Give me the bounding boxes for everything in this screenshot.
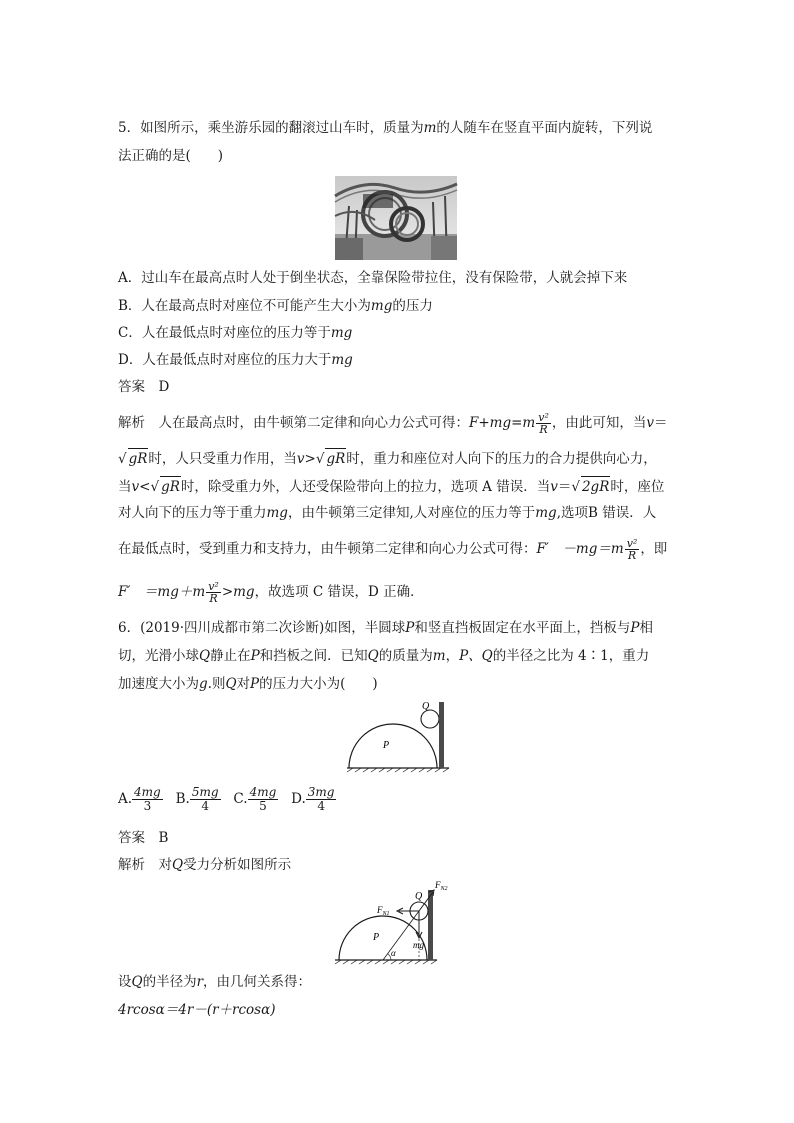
text: 解析 对 xyxy=(118,857,172,873)
text: 时，人只受重力作用，当 xyxy=(148,451,297,467)
q5-stem-line1 xyxy=(118,118,652,138)
q5-analysis-line4 xyxy=(118,503,656,523)
frac-den: R xyxy=(539,423,548,436)
var-r: r xyxy=(196,974,204,990)
text: 在最低点时，受到重力和支持力，由牛顿第二定律和向心力公式可得： xyxy=(118,541,537,557)
text: A．过山车在最高点时人处于倒坐状态，全靠保险带拉住，没有保险带，人就会掉下来 xyxy=(118,270,628,286)
var-Q: Q xyxy=(172,857,184,873)
frac-num: 3mg xyxy=(307,785,335,799)
label-alpha: α xyxy=(391,948,396,958)
text: 相 xyxy=(639,620,653,636)
frac-num: 4mg xyxy=(134,785,161,799)
frac-den: 4 xyxy=(317,799,325,813)
var-mg: mg xyxy=(266,505,288,521)
q6-stem-line3 xyxy=(118,674,378,694)
frac-den: 3 xyxy=(143,799,152,813)
equation: F+mg=m xyxy=(469,415,536,431)
option-letter: D. xyxy=(291,791,306,807)
frac-den: 5 xyxy=(259,799,267,813)
text: 答案 B xyxy=(118,830,169,846)
text: 加速度大小为 xyxy=(118,676,199,692)
label-F: F xyxy=(435,880,441,890)
frac-num: v² xyxy=(208,580,219,593)
var-mg: mg xyxy=(330,325,353,341)
var-v: v< xyxy=(131,479,151,495)
frac-den: R xyxy=(627,549,637,562)
var-g: g xyxy=(199,676,208,692)
label-P: P xyxy=(383,740,390,751)
text: 的压力 xyxy=(392,298,433,314)
sqrt-2gR: 2gR xyxy=(581,476,610,497)
q5-option-c xyxy=(118,323,352,343)
equation: F′ ＝mg＋m xyxy=(118,584,206,600)
var-v: v xyxy=(550,479,558,495)
q5-option-d xyxy=(118,350,353,370)
text: 6．(2019·四川成都市第二次诊断)如图，半圆球 xyxy=(118,620,406,636)
var-mg: mg xyxy=(370,298,393,314)
frac-num: v² xyxy=(626,537,638,550)
text: ，故选项 C 错误，D 正确． xyxy=(254,584,424,600)
sqrt-gR: gR xyxy=(128,448,149,469)
text: 设 xyxy=(118,974,132,990)
text: B．人在最高点时对座位不可能产生大小为 xyxy=(118,298,371,314)
var-P: P xyxy=(250,648,260,664)
frac-num: 5mg xyxy=(191,785,219,799)
hemisphere-ball-figure xyxy=(343,698,453,774)
option-a xyxy=(118,785,163,813)
text: ＝ xyxy=(557,479,572,495)
frac-den: 4 xyxy=(201,799,210,813)
q5-option-b xyxy=(118,296,433,316)
label-Q: Q xyxy=(422,701,430,712)
frac-den: R xyxy=(209,592,218,605)
text: 解析 人在最高点时，由牛顿第二定律和向心力公式可得： xyxy=(118,415,469,431)
text: C．人在最低点时对座位的压力等于 xyxy=(118,325,331,341)
sqrt-sign: √ xyxy=(118,451,127,467)
text: 对人向下的压力等于重力 xyxy=(118,505,267,521)
option-c xyxy=(233,785,278,813)
option-letter: B. xyxy=(175,791,190,807)
text: ，由此可知，当 xyxy=(551,415,647,431)
fraction-v2-R xyxy=(536,412,551,435)
q6-equation xyxy=(118,1000,276,1020)
q5-answer xyxy=(118,377,169,397)
text: ＝ xyxy=(654,415,668,431)
roller-coaster-photo xyxy=(335,176,457,260)
equation: 4rcosα＝4r－(r＋rcosα) xyxy=(118,1002,276,1018)
text: 答案 D xyxy=(118,379,170,395)
q5-analysis-line6 xyxy=(118,581,424,604)
q5-analysis-line2 xyxy=(118,448,657,469)
sqrt-sign: √ xyxy=(315,451,325,467)
text: 静止在 xyxy=(210,648,251,664)
text: 切，光滑小球 xyxy=(118,648,199,664)
text: 当 xyxy=(118,479,132,495)
q6-stem-line2 xyxy=(118,646,649,666)
option-letter: C. xyxy=(233,791,248,807)
label-sub: N1 xyxy=(382,911,390,917)
fraction-v2-R xyxy=(206,581,221,604)
label-FN2 xyxy=(434,880,448,892)
text: 时，座位 xyxy=(610,479,665,495)
text: D．人在最低点时对座位的压力大于 xyxy=(118,352,332,368)
text: ,选项B 错误．人 xyxy=(556,505,657,521)
text: ，由几何关系得： xyxy=(203,974,312,990)
option-letter: A. xyxy=(118,791,133,807)
text: ，即 xyxy=(640,541,668,557)
force-analysis-figure xyxy=(333,880,448,966)
text: 的人随车在竖直平面内旋转，下列说 xyxy=(436,120,653,136)
var-P: P xyxy=(250,676,260,692)
var-m: m xyxy=(423,120,437,136)
option-b xyxy=(175,785,221,813)
q6-answer xyxy=(118,828,168,848)
text: .则 xyxy=(207,676,226,692)
text: ， xyxy=(445,648,460,664)
text: 的半径为 xyxy=(142,974,197,990)
text: 的压力大小为( ) xyxy=(259,676,378,692)
q5-stem-line2 xyxy=(118,146,223,166)
label-Q: Q xyxy=(415,891,423,902)
text: >mg xyxy=(221,584,255,600)
equation: F′ －mg＝m xyxy=(536,541,624,557)
frac-num: v² xyxy=(538,411,549,424)
sqrt-gR: gR xyxy=(160,476,181,497)
sqrt-sign: √ xyxy=(150,479,160,495)
text: 的半径之比为 4∶1，重力 xyxy=(492,648,650,664)
text: ，由牛顿第三定律知,人对座位的压力等于 xyxy=(287,505,536,521)
var-mg: mg xyxy=(331,352,353,368)
text: 的质量为 xyxy=(378,648,433,664)
var-P: P xyxy=(405,620,415,636)
var-m: m xyxy=(432,648,446,664)
text: 时，重力和座位对人向下的压力的合力提供向心力， xyxy=(346,451,657,467)
var-Q: Q xyxy=(367,648,379,664)
text: 和竖直挡板固定在水平面上，挡板与 xyxy=(414,620,631,636)
q5-analysis-line1 xyxy=(118,412,668,435)
label-F: F xyxy=(377,905,383,915)
text: 对 xyxy=(236,676,251,692)
fraction-v2-R xyxy=(625,538,640,561)
text: 5．如图所示，乘坐游乐园的翻滚过山车时，质量为 xyxy=(118,120,424,136)
sqrt-sign: √ xyxy=(571,479,580,495)
var-Q: Q xyxy=(199,648,211,664)
var-Q: Q xyxy=(225,676,237,692)
sqrt-gR: gR xyxy=(325,448,346,469)
frac-num: 4mg xyxy=(249,785,277,799)
text: 受力分析如图所示 xyxy=(183,857,292,873)
text: 时，除受重力外，人还受保险带向上的拉力，选项 A 错误．当 xyxy=(180,479,551,495)
text: 和挡板之间．已知 xyxy=(259,648,368,664)
text: 法正确的是( ) xyxy=(118,148,224,164)
option-d xyxy=(291,785,336,813)
label-mg: mg xyxy=(413,940,424,950)
var-P: P xyxy=(630,620,640,636)
var-PQ: P、Q xyxy=(459,648,493,664)
var-Q: Q xyxy=(131,974,143,990)
q5-analysis-line5 xyxy=(118,538,667,561)
var-v: v xyxy=(646,415,654,431)
var-mg: mg xyxy=(535,505,557,521)
label-sub: N2 xyxy=(440,886,448,892)
q6-options xyxy=(118,786,336,813)
q6-analysis-line1 xyxy=(118,855,291,875)
label-FN1 xyxy=(376,905,390,917)
q5-option-a xyxy=(118,268,627,288)
var-v: v> xyxy=(296,451,316,467)
q5-analysis-line3 xyxy=(118,476,664,497)
label-P: P xyxy=(373,932,380,943)
q6-analysis-line2 xyxy=(118,972,311,992)
q6-stem-line1 xyxy=(118,618,653,638)
